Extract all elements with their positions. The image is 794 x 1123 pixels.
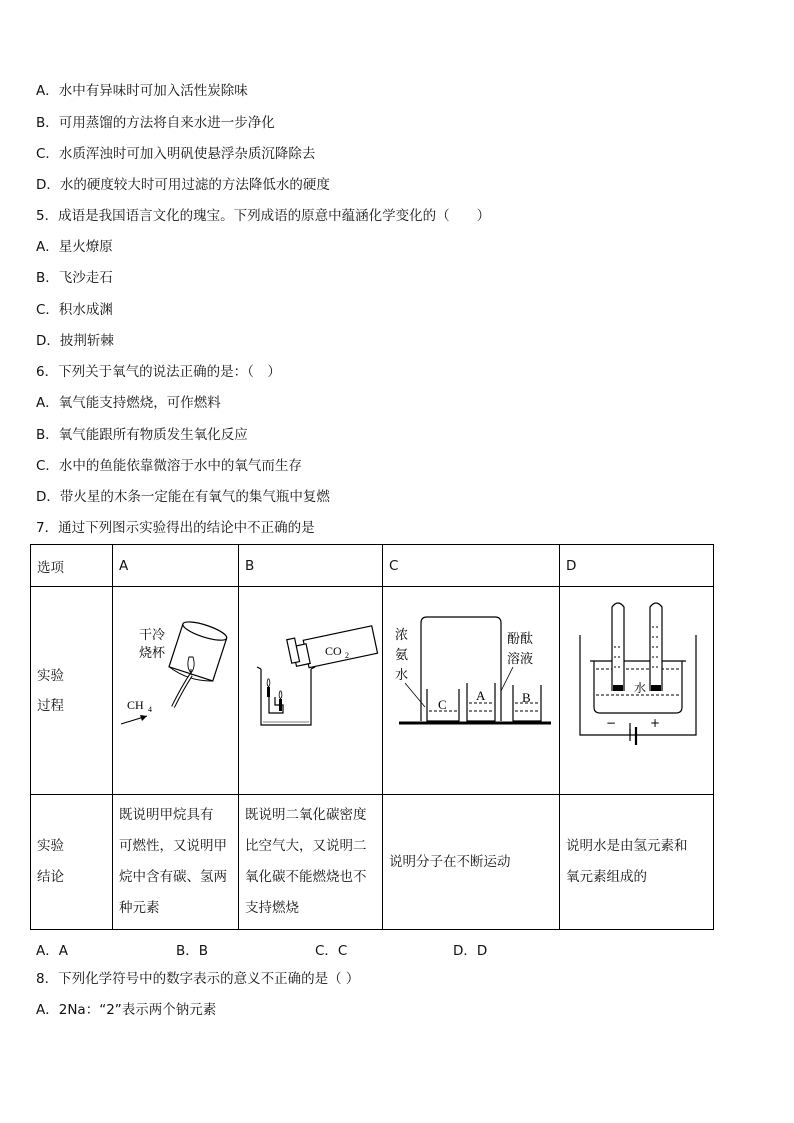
label-c-right-2: 溶液 — [507, 652, 534, 667]
q5-option-c: C．积水成渊 — [36, 302, 113, 318]
conclusion-label-line-2: 结论 — [37, 869, 64, 885]
label-beaker-a: A — [476, 688, 486, 703]
q4-option-d: D．水的硬度较大时可用过滤的方法降低水的硬度 — [36, 177, 330, 193]
header-option: 选项 — [31, 545, 113, 587]
conclusion-d — [560, 795, 714, 930]
label-d-plus: + — [650, 716, 661, 730]
q7-choice-b: B．B — [176, 943, 209, 959]
q6-option-b: B．氧气能跟所有物质发生氧化反应 — [36, 427, 248, 443]
q4-option-c: C．水质浑浊时可加入明矾使悬浮杂质沉降除去 — [36, 146, 316, 162]
experiment-table — [30, 544, 714, 930]
conclusion-d-line-1: 说明水是由氢元素和 — [566, 838, 688, 854]
q8-option-a: A．2Na：“2”表示两个钠元素 — [36, 1002, 217, 1018]
conclusion-c-line-1: 说明分子在不断运动 — [389, 853, 511, 870]
figure-b-co2 — [239, 587, 383, 794]
table-conclusion-row — [31, 795, 714, 930]
label-beaker-b: B — [522, 690, 531, 705]
inverted-beaker — [168, 618, 229, 685]
label-b-gas-sub: 2 — [345, 651, 349, 660]
header-b: B — [239, 545, 383, 587]
q5-stem: 5．成语是我国语言文化的瑰宝。下列成语的原意中蕴涵化学变化的（ ） — [36, 208, 491, 224]
figure-c-cell — [383, 587, 560, 795]
label-a-cup-1: 干冷 — [139, 628, 166, 643]
label-d-water: 水 — [634, 681, 647, 695]
q4-option-b: B．可用蒸馏的方法将自来水进一步净化 — [36, 115, 275, 131]
q6-option-c: C．水中的鱼能依靠微溶于水中的氧气而生存 — [36, 458, 302, 474]
conclusion-label — [31, 795, 113, 930]
figure-b-cell — [239, 587, 383, 795]
label-a-gas-sub: 4 — [148, 705, 152, 714]
process-label-line-1: 实验 — [37, 667, 64, 684]
figure-d-cell — [560, 587, 714, 795]
q6-option-d: D．带火星的木条一定能在有氧气的集气瓶中复燃 — [36, 489, 330, 505]
table-header-row — [31, 545, 714, 587]
header-a: A — [113, 545, 239, 587]
conclusion-b-line-3: 氧化碳不能燃烧也不 — [245, 869, 367, 885]
conclusion-label-line-1: 实验 — [37, 838, 64, 854]
large-bell-jar — [421, 617, 501, 721]
conclusion-a-line-3: 烷中含有碳、氢两 — [119, 869, 227, 885]
q7-choice-d: D．D — [453, 943, 488, 959]
conclusion-b-line-4: 支持燃烧 — [245, 900, 299, 916]
q5-option-d: D．披荆斩棘 — [36, 333, 114, 349]
header-d: D — [560, 545, 714, 587]
q4-option-a: A．水中有异味时可加入活性炭除味 — [36, 83, 248, 99]
label-a-cup-2: 烧杯 — [139, 646, 166, 661]
figure-d-electrolysis — [560, 587, 714, 794]
conclusion-b-line-2: 比空气大，又说明二 — [245, 838, 367, 854]
q5-option-b: B．飞沙走石 — [36, 270, 113, 286]
label-a-gas: CH — [127, 698, 144, 712]
q7-stem: 7．通过下列图示实验得出的结论中不正确的是 — [36, 520, 315, 536]
figure-a-cell — [113, 587, 239, 795]
figure-c-ammonia — [383, 587, 560, 794]
q6-option-a: A．氧气能支持燃烧，可作燃料 — [36, 395, 221, 411]
figure-a-methane — [113, 587, 239, 794]
conclusion-a-line-1: 既说明甲烷具有 — [119, 807, 214, 823]
label-beaker-c: C — [438, 697, 447, 712]
table-process-row — [31, 587, 714, 795]
conclusion-b — [239, 795, 383, 930]
process-label — [31, 587, 113, 795]
q6-stem: 6．下列关于氧气的说法正确的是：（ ） — [36, 364, 281, 380]
conclusion-b-line-1: 既说明二氧化碳密度 — [245, 807, 367, 823]
q8-stem: 8．下列化学符号中的数字表示的意义不正确的是（ ） — [36, 971, 360, 987]
label-c-left-1: 浓 — [395, 628, 409, 643]
label-b-gas: CO — [325, 644, 342, 658]
label-c-left-3: 水 — [395, 668, 409, 683]
conclusion-a — [113, 795, 239, 930]
process-label-line-2: 过程 — [37, 697, 64, 714]
q7-choice-a: A．A — [36, 943, 68, 959]
label-c-right-1: 酚酞 — [507, 632, 534, 647]
label-c-left-2: 氨 — [395, 648, 409, 663]
conclusion-a-line-4: 种元素 — [119, 900, 160, 916]
conclusion-d-line-2: 氧元素组成的 — [566, 869, 647, 885]
q7-choice-c: C．C — [315, 943, 348, 959]
q7-choices — [36, 939, 556, 957]
conclusion-a-line-2: 可燃性，又说明甲 — [119, 838, 227, 854]
label-d-minus: − — [606, 716, 617, 730]
q5-option-a: A．星火燎原 — [36, 239, 113, 255]
header-c: C — [383, 545, 560, 587]
conclusion-c — [383, 795, 560, 930]
